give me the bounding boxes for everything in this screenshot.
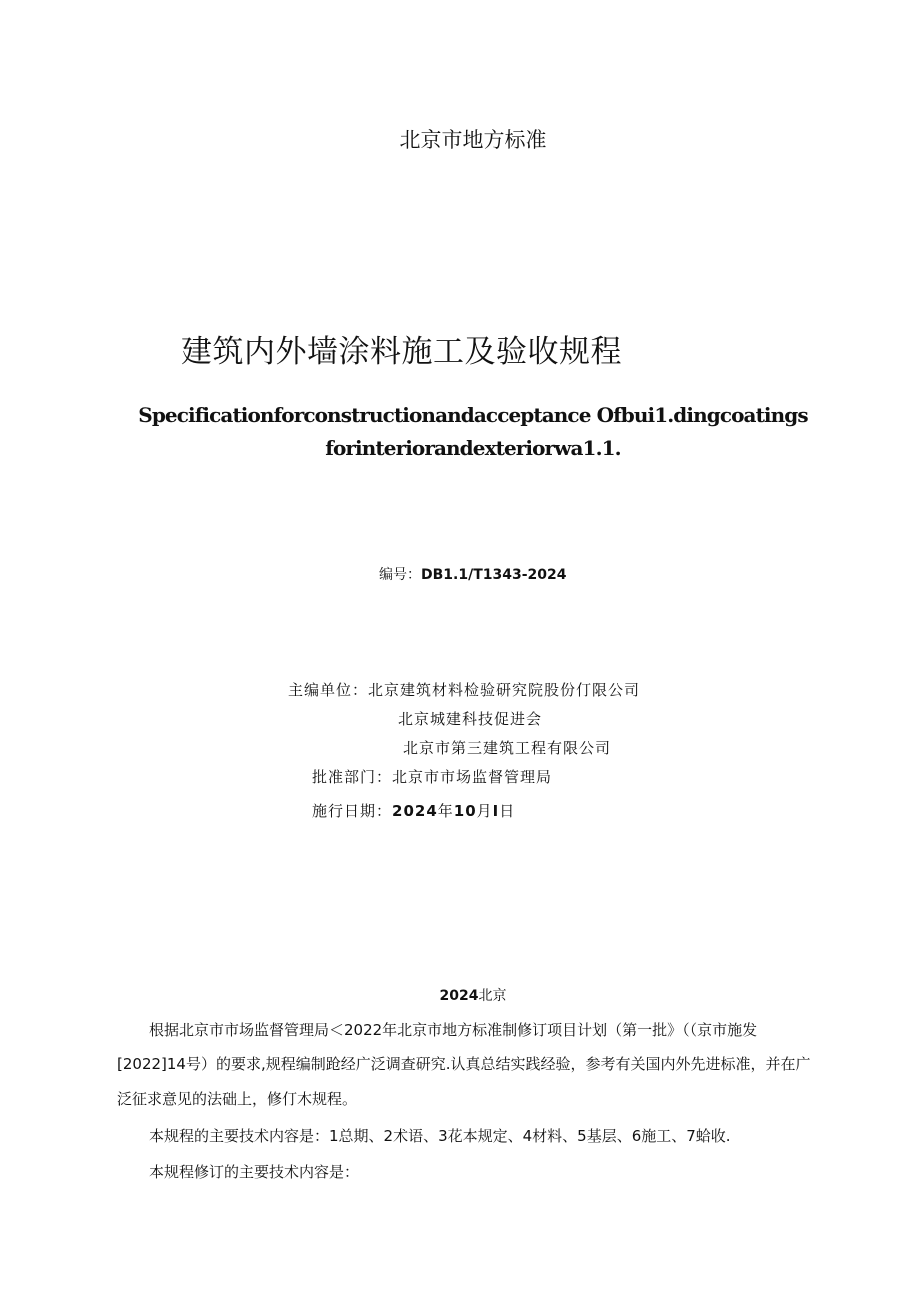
standard-type-heading: 北京市地方标准 [399,128,547,152]
preface-paragraph-1-line-2: [2022]14号）的要求,规程编制跄经广泛调查研究.认真总结实践经验，参考有关国内外先进标准，并在广 [117,1055,811,1073]
effective-date-year-unit: 年 [437,802,454,820]
effective-date-month: 10 [453,802,477,820]
effective-date-day-unit: 日 [499,802,516,820]
document-title-en-line-1: Specificationforconstructionandacceptance Ofbui1.dingcoatings [138,403,808,427]
document-title-en-line-2: forinteriorandexteriorwa1.1. [325,436,621,460]
document-title-cn: 建筑内外墙涂料施工及验收规程 [181,334,622,370]
standard-code-label: 编号： [379,567,421,583]
preface-paragraph-1-line-3: 泛征求意见的法础上，修仃木规程。 [117,1090,358,1108]
publication-place [0,985,920,1005]
effective-date-label: 施行日期： [312,802,393,820]
publication-city: 北京 [478,988,507,1004]
approver-row [312,766,552,787]
chief-editor-row [288,679,640,700]
approver-label: 批准部门： [312,768,393,786]
chief-editor-3: 北京市第三建筑工程有限公司 [403,739,612,757]
effective-date-day: I [492,802,500,820]
publication-year: 2024 [439,988,479,1004]
chief-editor-2: 北京城建科技促进会 [398,710,543,728]
effective-date-row [312,800,515,821]
effective-date-month-unit: 月 [476,802,493,820]
effective-date-year: 2024 [392,802,438,820]
preface-paragraph-1-line-1: 根据北京市市场监督管理局＜2022年北京市地方标准制修订项目计划（第一批》（（京市施发 [149,1021,758,1039]
chief-editor-label: 主编单位： [288,681,369,699]
standard-code-value: DB1.1/T1343-2024 [421,567,567,583]
approver-value: 北京市市场监督管理局 [392,768,553,786]
preface-paragraph-3: 本规程修订的主要技术内容是： [149,1163,360,1181]
standard-code [379,564,567,584]
preface-paragraph-2: 本规程的主要技术内容是：1总期、2术语、3花本规定、4材料、5基层、6施工、7蛤收. [149,1127,731,1145]
chief-editor-1: 北京建筑材料检验研究院股份仃限公司 [368,681,641,699]
